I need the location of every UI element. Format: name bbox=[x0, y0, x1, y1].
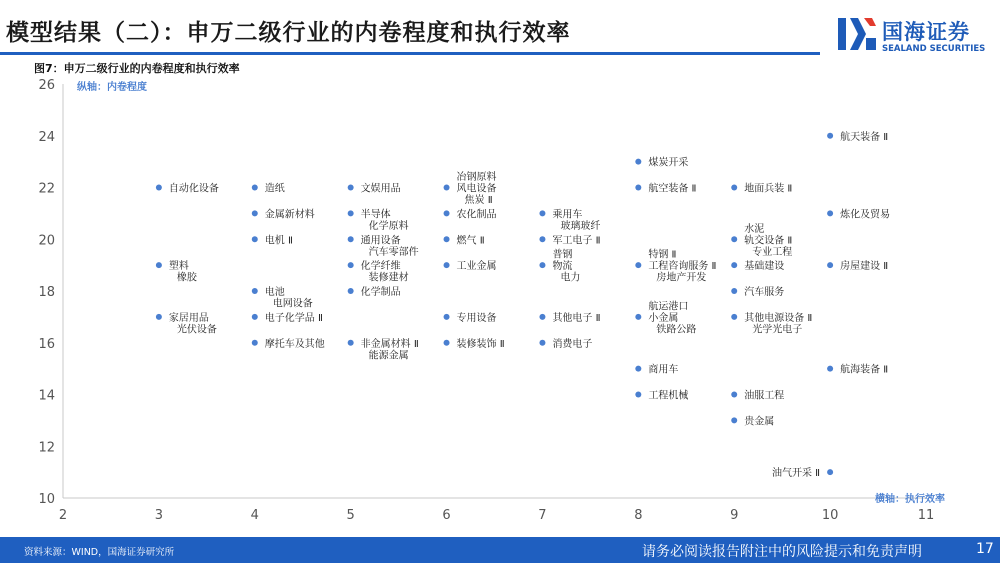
point-label: 商用车 bbox=[648, 364, 679, 376]
point-label: 装修建材 bbox=[368, 272, 409, 284]
point-label: 光学光电子 bbox=[752, 324, 803, 336]
data-point bbox=[635, 366, 641, 372]
data-point bbox=[539, 262, 545, 268]
point-label: 航天装备 Ⅱ bbox=[840, 131, 889, 143]
point-label: 文娱用品 bbox=[360, 183, 401, 195]
data-point bbox=[827, 469, 833, 475]
point-label: 光伏设备 bbox=[176, 324, 217, 336]
point-label: 冶钢原料 bbox=[456, 172, 497, 183]
data-point bbox=[827, 210, 833, 216]
point-label: 普钢 bbox=[552, 249, 573, 261]
point-label: 油服工程 bbox=[744, 390, 785, 402]
data-point bbox=[348, 340, 354, 346]
y-axis-label: 纵轴：内卷程度 bbox=[77, 82, 147, 93]
data-point bbox=[635, 159, 641, 165]
data-point bbox=[635, 314, 641, 320]
x-tick-label: 11 bbox=[917, 508, 935, 523]
point-label: 航空装备 Ⅱ bbox=[648, 183, 697, 195]
figure-caption: 图7：申万二级行业的内卷程度和执行效率 bbox=[34, 62, 240, 75]
point-label: 风电设备 bbox=[456, 183, 497, 195]
point-label: 乘用车 bbox=[552, 209, 583, 221]
data-point bbox=[444, 236, 450, 242]
data-point bbox=[731, 262, 737, 268]
y-tick-label: 20 bbox=[38, 233, 55, 249]
page-title: 模型结果（二）：申万二级行业的内卷程度和执行效率 bbox=[6, 20, 571, 46]
page-number: 17 bbox=[976, 541, 994, 557]
data-point bbox=[827, 133, 833, 139]
point-label: 工程机械 bbox=[648, 390, 689, 402]
x-tick-label: 6 bbox=[442, 508, 451, 523]
y-tick-label: 18 bbox=[38, 285, 55, 300]
x-tick-label: 10 bbox=[821, 508, 839, 523]
data-point bbox=[635, 185, 641, 191]
point-label: 橡胶 bbox=[176, 272, 197, 284]
point-label: 煤炭开采 bbox=[648, 157, 689, 169]
data-point bbox=[635, 392, 641, 398]
point-label: 轨交设备 Ⅱ bbox=[744, 235, 793, 247]
point-label: 化学原料 bbox=[368, 220, 409, 232]
data-point bbox=[539, 210, 545, 216]
x-tick-label: 4 bbox=[250, 508, 259, 523]
point-label: 地面兵装 Ⅱ bbox=[744, 183, 793, 195]
x-axis-label: 横轴：执行效率 bbox=[875, 494, 945, 505]
point-label: 农化制品 bbox=[456, 209, 497, 221]
brand-logo bbox=[836, 14, 986, 56]
point-label: 能源金属 bbox=[368, 350, 409, 362]
point-label: 油气开采 Ⅱ bbox=[772, 468, 821, 480]
point-label: 其他电源设备 Ⅱ bbox=[744, 312, 813, 324]
scatter-chart bbox=[0, 70, 1000, 536]
data-point bbox=[348, 262, 354, 268]
data-point bbox=[731, 288, 737, 294]
data-point bbox=[252, 236, 258, 242]
point-label: 军工电子 Ⅱ bbox=[552, 235, 601, 247]
point-label: 工程咨询服务 Ⅱ bbox=[648, 261, 717, 273]
point-label: 非金属材料 Ⅱ bbox=[360, 338, 419, 350]
point-label: 电力 bbox=[560, 272, 581, 284]
y-tick-label: 22 bbox=[38, 181, 55, 197]
x-tick-label: 2 bbox=[58, 508, 68, 523]
point-label: 汽车零部件 bbox=[368, 246, 419, 258]
data-point bbox=[444, 210, 450, 216]
data-point bbox=[252, 210, 258, 216]
point-label: 航运港口 bbox=[648, 301, 689, 313]
point-label: 房地产开发 bbox=[656, 272, 707, 284]
data-point bbox=[252, 340, 258, 346]
point-label: 电子化学品 Ⅱ bbox=[264, 312, 323, 324]
data-point bbox=[348, 236, 354, 242]
sealand-logo-icon bbox=[836, 14, 878, 54]
point-label: 燃气 Ⅱ bbox=[456, 235, 485, 247]
point-label: 物流 bbox=[552, 261, 573, 273]
data-point bbox=[252, 314, 258, 320]
y-tick-label: 16 bbox=[38, 336, 55, 352]
data-source: 资料来源：WIND，国海证券研究所 bbox=[24, 547, 175, 558]
y-tick-label: 10 bbox=[38, 492, 55, 507]
data-point bbox=[156, 314, 162, 320]
point-label: 自动化设备 bbox=[168, 183, 219, 195]
point-label: 小金属 bbox=[648, 312, 679, 324]
title-divider bbox=[0, 52, 820, 55]
data-point bbox=[348, 210, 354, 216]
data-point bbox=[731, 392, 737, 398]
data-point bbox=[731, 185, 737, 191]
y-tick-label: 12 bbox=[38, 440, 55, 456]
point-label: 水泥 bbox=[744, 223, 765, 235]
point-label: 炼化及贸易 bbox=[840, 209, 891, 221]
data-point bbox=[731, 236, 737, 242]
point-label: 造纸 bbox=[264, 183, 285, 195]
point-label: 半导体 bbox=[360, 209, 391, 221]
data-point bbox=[444, 314, 450, 320]
point-label: 化学纤维 bbox=[360, 261, 401, 273]
x-tick-label: 9 bbox=[730, 508, 739, 523]
point-label: 基础建设 bbox=[744, 261, 785, 273]
brand-name-cn: 国海证券 bbox=[882, 20, 970, 44]
data-point bbox=[348, 288, 354, 294]
data-point bbox=[827, 366, 833, 372]
data-point bbox=[444, 185, 450, 191]
point-label: 汽车服务 bbox=[744, 287, 785, 298]
point-label: 房屋建设 Ⅱ bbox=[840, 261, 889, 273]
point-label: 家居用品 bbox=[168, 312, 209, 324]
point-label: 金属新材料 bbox=[264, 209, 315, 221]
point-label: 塑料 bbox=[168, 261, 189, 273]
point-label: 贵金属 bbox=[744, 416, 775, 428]
data-point bbox=[156, 185, 162, 191]
disclaimer: 请务必阅读报告附注中的风险提示和免责声明 bbox=[642, 544, 922, 560]
data-point bbox=[252, 185, 258, 191]
point-label: 装修装饰 Ⅱ bbox=[456, 338, 505, 350]
point-label: 铁路公路 bbox=[656, 324, 697, 336]
data-point bbox=[731, 417, 737, 423]
point-label: 其他电子 Ⅱ bbox=[552, 312, 601, 324]
point-label: 通用设备 bbox=[360, 235, 401, 247]
brand-name-en: SEALAND SECURITIES bbox=[882, 44, 986, 54]
data-point bbox=[731, 314, 737, 320]
point-label: 消费电子 bbox=[552, 338, 593, 350]
data-point bbox=[827, 262, 833, 268]
data-point bbox=[156, 262, 162, 268]
point-label: 电机 Ⅱ bbox=[264, 235, 293, 247]
data-point bbox=[539, 314, 545, 320]
point-label: 航海装备 Ⅱ bbox=[840, 364, 889, 376]
point-label: 焦炭 Ⅱ bbox=[464, 195, 493, 206]
y-tick-label: 26 bbox=[38, 78, 55, 93]
point-label: 玻璃玻纤 bbox=[560, 220, 601, 232]
point-label: 摩托车及其他 bbox=[264, 338, 325, 350]
x-tick-label: 8 bbox=[634, 508, 643, 523]
data-point bbox=[539, 340, 545, 346]
data-point bbox=[539, 236, 545, 242]
x-tick-label: 5 bbox=[346, 508, 355, 523]
data-point bbox=[635, 262, 641, 268]
point-label: 电网设备 bbox=[272, 298, 313, 310]
data-point bbox=[444, 340, 450, 346]
point-label: 专业工程 bbox=[752, 246, 793, 258]
point-label: 工业金属 bbox=[456, 261, 497, 273]
data-point bbox=[348, 185, 354, 191]
data-point bbox=[252, 288, 258, 294]
x-tick-label: 3 bbox=[154, 508, 164, 523]
point-label: 特钢 Ⅱ bbox=[648, 249, 677, 261]
point-label: 专用设备 bbox=[456, 312, 497, 324]
data-point bbox=[444, 262, 450, 268]
x-tick-label: 7 bbox=[538, 508, 547, 523]
y-tick-label: 14 bbox=[38, 388, 55, 404]
y-tick-label: 24 bbox=[38, 129, 55, 145]
point-label: 电池 bbox=[264, 287, 285, 298]
point-label: 化学制品 bbox=[360, 287, 401, 298]
